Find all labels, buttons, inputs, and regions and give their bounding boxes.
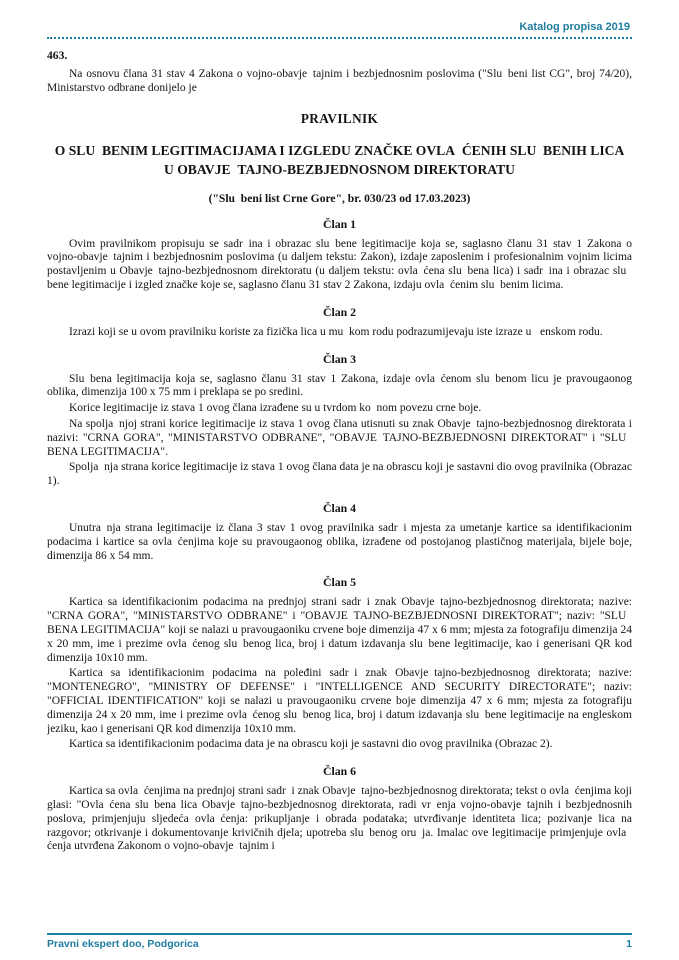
paragraph: Kartica sa identifikacionim podacima data je na obrascu koji je sastavni dio ovog pravilnika (Obrazac 2).	[69, 738, 553, 751]
paragraph: Kartica sa identifikacionim podacima na poleđini sadr i znak Obavje tajno-bezbjednosnog direktorata; nazive: "MONTENEGRO", "MINISTRY OF DEFENSE" i "INTELLIGENCE AND SECURITY DIRECTORATE"; naziv: "OFFICIAL IDENTIFICATION" koji se nalazi u pravougaoniku crvene boje dimenzija 47 x 6 mm; mjesta za fotografiju dimenzija 24 x 20 mm, ime i prezime ovla ćenog slu benog lica, broj i datum izdavanja slu bene legitimacije na engleskom jeziku, kao i generisani QR kod dimenzija 10x10 mm.	[47, 667, 632, 735]
paragraph: Slu bena legitimacija koja se, saglasno članu 31 stav 1 Zakona, izdaje ovla ćenom slu benom licu je pravougaonog oblika, dimenzija 100 x 75 mm i preklapa se po sredini.	[47, 372, 632, 399]
section-heading: Član 4	[322, 500, 357, 515]
paragraph: Unutra nja strana legitimacije iz člana 3 stav 1 ovog pravilnika sadr i mjesta za umetanje kartice sa identifikacionim podacima i kartice sa ovla ćenjima koje su pravougaonog oblika, izrađene od postojanog plastičnog materijala, bijele boje, dimenzija 86 x 54 mm.	[47, 521, 632, 562]
section-clan-3	[47, 352, 632, 489]
section-heading: Član 5	[322, 575, 357, 590]
paragraph: Ovim pravilnikom propisuju se sadr ina i obrazac slu bene legitimacije koja se, saglasno članu 31 stav 1 Zakona o vojno-obavje tajnim i bezbjednosnim poslovima (u daljem tekstu: Zakon), izdaje zaposlenim i profesionalnim vojnim licima postavljenim u Obavje tajno-bezbjednosnom direktoratu (u daljem tekstu: ovla ćena slu bena lica) i sadr ina i obrazac slu bene legitimacije i izgled značke koje se, saglasno članu 31 stav 2 Zakona, izdaju ovla ćenim slu benim licima.	[47, 237, 632, 291]
page-header	[47, 20, 632, 34]
document-subtitle: O SLU BENIM LEGITIMACIJAMA I IZGLEDU ZNAČKE OVLA ĆENIH SLU BENIH LICA U OBAVJE TAJNO-BEZBJEDNOSNOM DIREKTORATU	[54, 142, 625, 177]
paragraph: Izrazi koji se u ovom pravilniku koriste za fizička lica u mu kom rodu podrazumijevaju iste izraze u enskom rodu.	[69, 325, 603, 338]
footer-divider	[47, 933, 632, 935]
section-clan-4	[47, 501, 632, 563]
page-footer	[47, 933, 632, 951]
section-heading: Član 1	[322, 216, 357, 231]
gazette-reference: ("Slu beni list Crne Gore", br. 030/23 od 17.03.2023)	[208, 191, 471, 205]
section-clan-2	[47, 305, 632, 340]
section-clan-5	[47, 575, 632, 752]
section-heading: Član 2	[322, 304, 357, 319]
paragraph: Kartica sa ovla ćenjima na prednjoj strani sadr i znak Obavje tajno-bezbjednosnog direktorata; tekst o ovla ćenjima koji glasi: "Ovla ćena slu bena lica Obavje tajno-bezbjednosnog direktorata, radi vr enja vojno-obavje tajnih i bezbjednosnih poslova, primjenjuju sljedeća ovla ćenja: prikupljanje i obrada podataka; utvrđivanje identiteta lica; pozivanje lica na razgovor; otkrivanje i dokumentovanje krivičnih djela; upotreba slu benog oru ja. Imalac ove legitimacije primjenjuje ovla ćenja utvrđena Zakonom o vojno-obavje tajnim i	[47, 785, 632, 853]
paragraph: Spolja nja strana korice legitimacije iz stava 1 ovog člana data je na obrascu koji je sastavni dio ovog pravilnika (Obrazac 1).	[47, 461, 632, 488]
section-heading: Član 6	[322, 764, 357, 779]
section-heading: Član 3	[322, 351, 357, 366]
catalog-header-text: Katalog propisa 2019	[519, 21, 630, 33]
paragraph: Kartica sa identifikacionim podacima na prednjoj strani sadr i znak Obavje tajno-bezbjednosnog direktorata; nazive: "CRNA GORA", "MINISTARSTVO ODBRANE" i "OBAVJE TAJNO-BEZBJEDNOSNI DIREKTORAT"; naziv: "SLU BENA LEGITIMACIJA" koji se nalazi u pravougaoniku crvene boje dimenzija 47 x 6 mm; mjesta za fotografiju dimenzija 24 x 20 mm, ime i prezime ovla ćenog slu benog lica, broj i datum izdavanja slu bene legitimacije, kao i generisani QR kod dimenzija 10x10 mm.	[47, 596, 632, 664]
document-content	[47, 39, 632, 915]
publisher-name: Pravni ekspert doo, Podgorica	[47, 938, 199, 950]
paragraph: Na spolja njoj strani korice legitimacije iz stava 1 ovog člana utisnuti su znak Obavje tajno-bezbjednosnog direktorata i nazivi: "CRNA GORA", "MINISTARSTVO ODBRANE", "OBAVJE TAJNO-BEZBJEDNOSNI DIREKTORAT" i "SLU BENA LEGITIMACIJA".	[47, 417, 632, 458]
paragraph: Korice legitimacije iz stava 1 ovog člana izrađene su u tvrdom ko nom povezu crne boje.	[69, 402, 482, 415]
intro-paragraph: Na osnovu člana 31 stav 4 Zakona o vojno-obavje tajnim i bezbjednosnim poslovima ("Slu beni list CG", broj 74/20), Ministarstvo odbrane donijelo je	[47, 68, 632, 94]
document-title: PRAVILNIK	[300, 110, 379, 126]
section-clan-6	[47, 764, 632, 854]
article-number: 463.	[47, 49, 68, 62]
section-clan-1	[47, 217, 632, 293]
page-number: 1	[626, 938, 632, 950]
